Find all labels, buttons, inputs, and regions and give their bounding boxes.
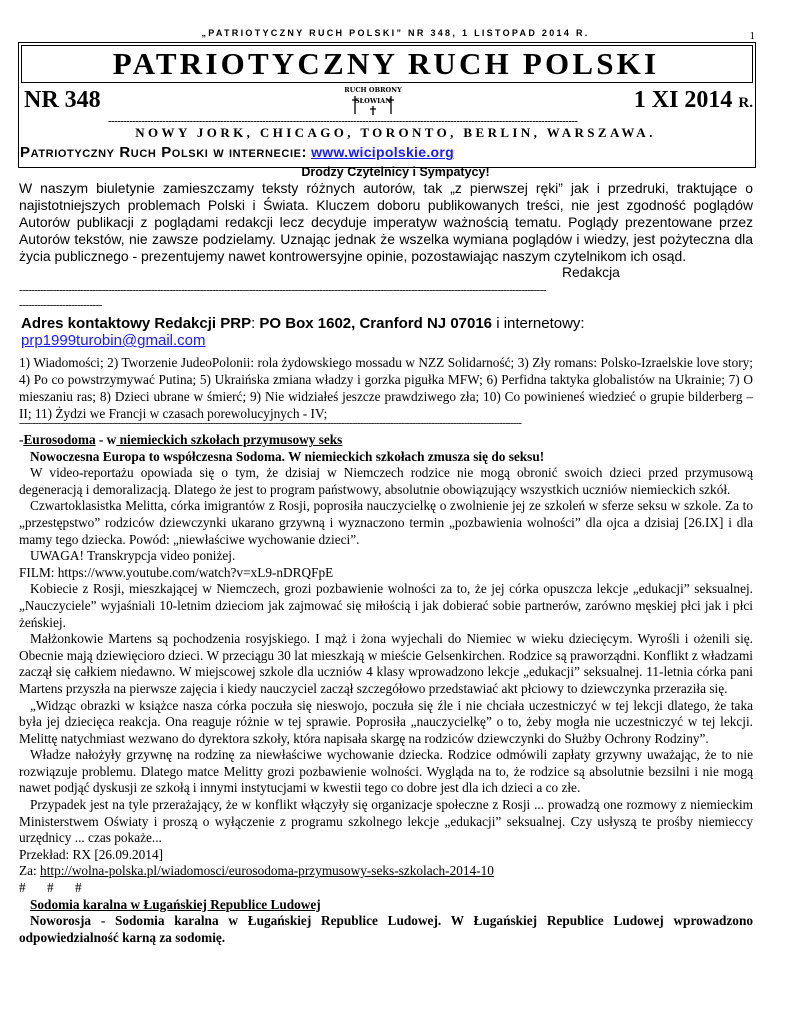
article bbox=[19, 432, 753, 946]
article-lead: Nowoczesna Europa to współczesna Sodoma. W niemieckich szkołach zmusza się do seksu! bbox=[30, 448, 545, 464]
paragraph: UWAGA! Transkrypcja video poniżej. bbox=[30, 548, 236, 564]
page-number: 1 bbox=[749, 30, 755, 42]
email-link[interactable]: prp1999turobin@gmail.com bbox=[21, 332, 206, 349]
contact-info: Adres kontaktowy Redakcji PRP: PO Box 1602, Cranford NJ 07016 i internetowy: prp1999turobin@gmail.com bbox=[21, 315, 585, 349]
newspaper-title: PATRIOTYCZNY RUCH POLSKI bbox=[112, 46, 660, 81]
paragraph: Czwartoklasistka Melitta, córka imigrantów z Rosji, poprosiła nauczycielkę o zwolnienie jej ze szkoleń w sferze seksu w szkole. Za to „przestępstwo” rodziców dziewczynki ukarano grzywną i wyznaczono termin „pozbawienia wolności” dla ojca a dzisiaj [26.IX] i dla mamy tego dziecka. Powód: „niewłaściwe wychowanie dzieci”. bbox=[19, 498, 753, 547]
article-heading: -Eurosodoma - w niemieckich szkołach przymusowy seks bbox=[19, 432, 343, 447]
intro-paragraph: W naszym biuletynie zamieszczamy teksty różnych autorów, tak „z pierwszej ręki” jak i przedruki, traktujące o najistotniejszych problemach Polski i Świata. Kluczem doboru publikowanych treści, nie jest zgodność poglądów Autorów publikacji z poglądami redakcji lecz decyduje imperatyw ważnością tematu. Poglądy prezentowane przez Autorów tekstów, nie zawsze podzielamy. Uznając jednak że wszelka wymiana poglądów i wiedzy, jest pożyteczna dla życia publicznego - prezentujemy nawet kontrowersyjne opinie, pozostawiając naszym czytelnikom ich osąd. bbox=[19, 180, 753, 264]
internet-label: Patriotyczny Ruch Polski w internecie: bbox=[20, 144, 308, 161]
running-header: „PATRIOTYCZNY RUCH POLSKI” NR 348, 1 LISTOPAD 2014 R. bbox=[201, 28, 590, 38]
website-link[interactable]: www.wicipolskie.org bbox=[311, 144, 454, 160]
section-divider: # # # bbox=[19, 880, 82, 896]
source-line: Za: http://wolna-polska.pl/wiadomosci/eurosodoma-przymusowy-seks-szkolach-2014-10 bbox=[19, 863, 494, 879]
paragraph: Przypadek jest na tyle przerażający, że w konflikt włączyły się organizacje społeczne z Rosji ... prowadzą one rozmowy z niemieckim Ministerstwem Oświaty i proszą o wyłączenie z programu szkolnego lekcje „edukacji” seksualnej. Czy usłyszą te prośby niemieccy urzędnicy ... czas pokaże... bbox=[19, 797, 753, 846]
paragraph: Małżonkowie Martens są pochodzenia rosyjskiego. I mąż i żona wyjechali do Niemiec w wieku dziecięcym. Wyrośli i ożenili się. Obecnie mają dziewięcioro dzieci. W przeciągu 30 lat mieszkają w mieście Gelsenkirchen. Rodzice są praworządni. Konflikt z władzami zaczął się całkiem niedawno. W miejscowej szkole dla uczniów 4 klasy wprowadzono lekcje „edukacji” seksualnej. 11-letnia córka pani Martens przyszła na pierwsze zajęcia i kiedy nauczyciel zaczął szczegółowo przedstawiać akt płciowy to dziewczynka przeraziła się. bbox=[19, 631, 753, 696]
paragraph: Kobiecie z Rosji, mieszkającej w Niemczech, grozi pozbawienie wolności za to, że jej córka opuszcza lekcje „edukacji” seksualnej. „Nauczyciele” wyjaśniali 10-letnim dzieciom jak zajmować się miłością i jak dobierać sobie partnerów, zarówno męskiej płci jak i płci żeńskiej. bbox=[19, 581, 753, 630]
article-heading-link[interactable]: Eurosodoma bbox=[23, 432, 96, 447]
translation-credit: Przekład: RX [26.09.2014] bbox=[19, 846, 164, 862]
intro-signature: Redakcja bbox=[562, 264, 620, 280]
source-link[interactable]: http://wolna-polska.pl/wiadomosci/eurosodoma-przymusowy-seks-szkolach-2014-10 bbox=[40, 863, 494, 879]
contact-label: Adres kontaktowy Redakcji PRP bbox=[21, 315, 252, 332]
paragraph: Władze nałożyły grzywnę na rodzinę za niewłaściwe wychowanie dziecka. Rodzice odmówili zapłaty grzywny uważając, że to nie rozwiązuje problemu. Dlatego matce Melitty grozi pozbawienie wolności. Wygląda na to, że rodzice są absolutnie bezsilni i nie mogą nawet podjąć dyskusji ze szkołą i innymi instytucjami w kwestii tego co dobre jest dla ich dzieci a co złe. bbox=[19, 747, 753, 796]
paragraph: „Widząc obrazki w książce nasza córka poczuła się nieswojo, poczuła się źle i nie chciała uczestniczyć w tej lekcji dlatego, że taka była jej dziecięca reakcja. Ona reaguje różnie w tej sprawie. Poprosiła „nauczycielkę” o to, żeby mogła nie uczestniczyć w tej lekcji. Melittę natychmiast wezwano do dyrektora szkoły, która napisała skargę na rodziców dziewczynki do Służby Ochrony Rodziny”. bbox=[19, 697, 753, 746]
postal-address: PO Box 1602, Cranford NJ 07016 bbox=[259, 315, 493, 332]
issue-date: 1 XI 2014 R. bbox=[633, 87, 753, 113]
cities-line: NOWY JORK, CHICAGO, TORONTO, BERLIN, WARSZAWA. bbox=[135, 125, 656, 140]
issue-number: NR 348 bbox=[24, 87, 101, 113]
paragraph: W video-reportażu opowiada się o tym, że dzisiaj w Niemczech rodzice nie mogą obronić swoich dzieci przed przymusową degeneracją i demoralizacją. Dlatego że jest to program państwowy, absolutnie obowiązujący wszystkich uczniów niemieckich szkół. bbox=[19, 465, 753, 497]
separator-line: ---------------------------------------------------------------------------------------------------------------------------------------------------------------------------- bbox=[19, 284, 546, 296]
table-of-contents: 1) Wiadomości; 2) Tworzenie JudeoPolonii: rola żydowskiego mossadu w NZZ Solidarność; 3) Zły romans: Polsko-Izraelskie love story; 4) Po co powstrzymywać Putina; 5) Ukraińska zmiana władzy i gorzka pigułka MFW; 6) Perfidna taktyka globalistów na Ukrainie; 7) O mieszaniu ras; 8) Dzieci ubrane w śmierć; 9) Nie widziałeś jeszcze prawdziwego zła; 10) Co powinieneś wiedzieć o grupie bilderberg – II; 11) Żydzi we Francji w czasach porewolucyjnych - IV; bbox=[19, 355, 753, 421]
internet-line bbox=[20, 144, 454, 161]
logo-text-bottom: SŁOWIAN bbox=[354, 97, 392, 105]
separator-line: ----------------------------------------------------------------------------------------------------------------------------------------------------------- bbox=[108, 116, 578, 127]
separator-line: --------------------------- bbox=[19, 299, 102, 311]
film-link[interactable]: FILM: https://www.youtube.com/watch?v=xL9-nDRQFpE bbox=[19, 564, 334, 580]
article-lead: Noworosja - Sodomia karalna w Ługańskiej Republice Ludowej. W Ługańskiej Republice Ludowej wprowadzono odpowiedzialność karną za sodomię. bbox=[19, 913, 753, 945]
greeting: Drodzy Czytelnicy i Sympatycy! bbox=[301, 165, 490, 179]
article-heading[interactable]: Sodomia karalna w Ługańskiej Republice Ludowej bbox=[30, 896, 321, 912]
logo-text-top: RUCH OBRONY bbox=[344, 86, 402, 94]
movement-logo bbox=[344, 84, 402, 116]
separator-line: ---------------------------------------------------------------------------------------------------------------------------------------------------------------------------------------- bbox=[19, 418, 522, 429]
